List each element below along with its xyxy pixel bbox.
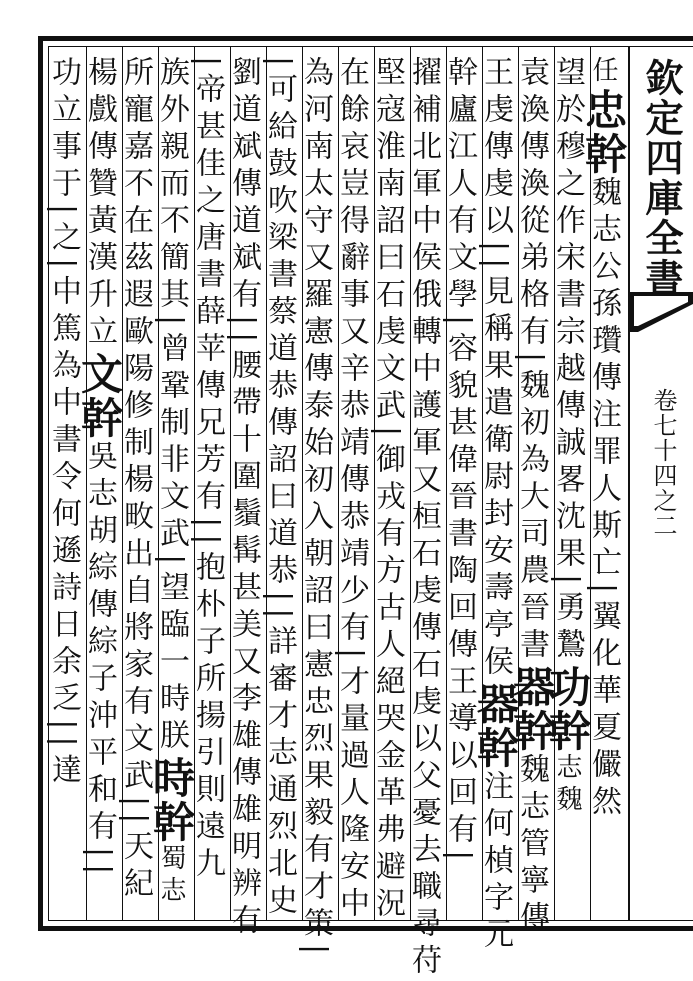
text-segment: 幹廬江人有文學|容貌甚偉晉書陶回傳王導以回有| — [442, 56, 477, 868]
text-segment: 劉道斌傳道斌有||腰帶十圍鬚髯甚美又李雄傳雄明辨有 — [226, 56, 261, 942]
column-rule — [158, 46, 159, 921]
headword: 器幹 — [471, 682, 520, 771]
column-rule — [590, 46, 591, 921]
text-segment: 蜀志 — [156, 844, 186, 909]
text-segment: 任 — [588, 56, 618, 88]
text-column — [579, 56, 628, 918]
headword: 功幹 — [543, 665, 592, 754]
text-column — [507, 56, 556, 939]
text-segment: 望於穆之作宋書宗越傳誠畧沈果|勇鷙 — [550, 56, 585, 666]
text-segment: 魏志公孫瓚傳注罪人斯亡|翼化華夏儼然 — [586, 176, 621, 823]
text-column — [406, 56, 446, 981]
text-column — [75, 56, 124, 918]
text-column — [442, 56, 482, 918]
inner-border-top — [48, 46, 693, 47]
column-rule — [518, 46, 519, 921]
text-segment: 族外親而不簡其|曾鞏制非文武|望臨一時朕 — [154, 56, 189, 757]
headword: 文幹 — [75, 352, 124, 440]
margin-book-title: 欽定四庫全書 — [639, 58, 684, 298]
text-column — [298, 56, 338, 962]
text-column — [334, 56, 374, 925]
text-column — [118, 56, 158, 918]
text-column — [190, 56, 230, 918]
text-segment: 魏志管寧傳 — [514, 753, 549, 939]
column-rule — [554, 46, 555, 921]
column-rule — [482, 46, 483, 921]
text-segment: 中篤為中書令何遜詩日余乏||達 — [46, 275, 81, 791]
text-segment: 袁渙傳渙從弟格有|魏初為大司農晉書 — [514, 56, 549, 666]
text-column — [262, 56, 302, 922]
column-rule — [86, 46, 87, 921]
text-column — [471, 56, 520, 956]
text-column — [226, 56, 266, 942]
text-segment: 在餘哀豈得辭事又辛恭靖傳恭靖少有|才量過人隆安中 — [334, 56, 369, 925]
column-rule — [410, 46, 411, 921]
text-segment: 擢補北軍中侯俄轉中護軍又桓石虔傳石虔以父憂去職尋苻 — [406, 56, 441, 981]
headword: 時幹 — [147, 756, 196, 845]
text-segment: 楊戲傳贊黃漢升立 — [82, 56, 117, 352]
headword: 忠幹 — [579, 88, 628, 176]
text-segment: |帝甚佳之唐書薛苹傳兄芳有||抱朴子所揚引則遠九 — [190, 56, 225, 885]
text-column — [46, 56, 86, 918]
text-segment: 功立事于|之| — [46, 56, 81, 276]
text-segment: 吳志胡綜傳綜子沖平和有|| — [82, 440, 117, 882]
column-rule — [338, 46, 339, 921]
fishtail-mark-icon — [628, 292, 693, 332]
text-segment: 為河南太守又羅憲傳泰始初入朝詔曰憲忠烈果毅有才策| — [298, 56, 333, 962]
text-column — [543, 56, 592, 918]
text-segment: 志魏 — [552, 753, 582, 818]
text-segment: 注何楨字元 — [478, 770, 513, 956]
headword: 器幹 — [507, 665, 556, 754]
margin-volume-number: 卷七十四之二 — [649, 388, 677, 538]
column-rule — [230, 46, 231, 921]
column-rule — [122, 46, 123, 921]
text-segment: 所寵嘉不在茲遐歐陽修制楊畋出自將家有文武||天紀 — [118, 56, 153, 905]
column-rule — [302, 46, 303, 921]
text-segment: |可給鼓吹梁書蔡道恭傳詔曰道恭||詳審才志通烈北史 — [262, 56, 297, 922]
text-segment: 王虔傳虔以||見稱果遣衛尉封安壽亭侯 — [478, 56, 513, 683]
column-rule — [446, 46, 447, 921]
text-segment: 堅寇淮南詔曰石虔文武|御戎有方古人絕哭金革弗避況 — [370, 56, 405, 925]
column-rule — [266, 46, 267, 921]
column-rule — [374, 46, 375, 921]
text-column — [147, 56, 196, 918]
text-column — [370, 56, 410, 925]
